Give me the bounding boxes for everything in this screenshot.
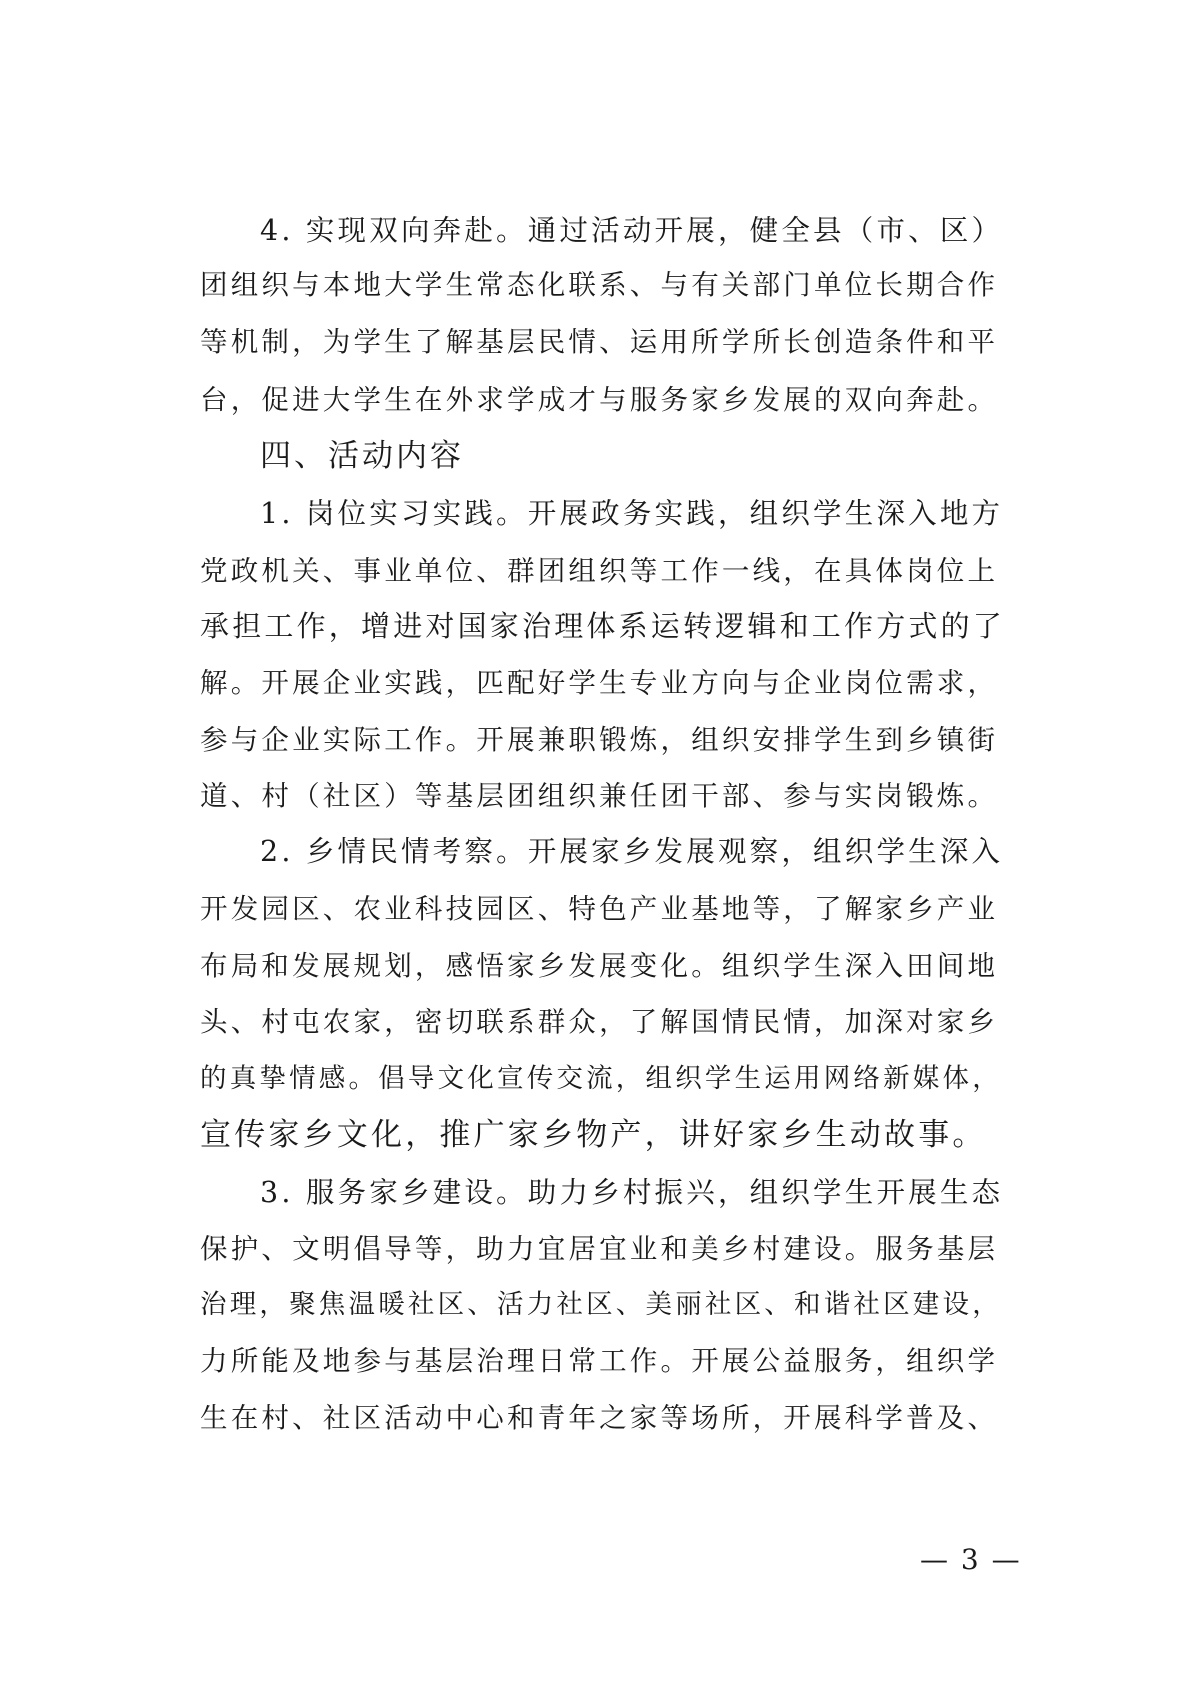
paragraph-line: 生在村、社区活动中心和青年之家等场所，开展科学普及、 bbox=[200, 1402, 999, 1434]
paragraph-line: 的真挚情感。倡导文化宣传交流，组织学生运用网络新媒体， bbox=[200, 1063, 1002, 1094]
section-heading: 四、活动内容 bbox=[260, 438, 464, 474]
paragraph-line: 参与企业实际工作。开展兼职锻炼，组织安排学生到乡镇街 bbox=[200, 724, 999, 756]
paragraph-line: 4. 实现双向奔赴。通过活动开展，健全县（市、区） bbox=[260, 214, 1004, 247]
paragraph-line: 1. 岗位实习实践。开展政务实践，组织学生深入地方 bbox=[260, 497, 1004, 530]
paragraph-line: 布局和发展规划，感悟家乡发展变化。组织学生深入田间地 bbox=[200, 950, 999, 982]
paragraph-line: 宣传家乡文化，推广家乡物产，讲好家乡生动故事。 bbox=[200, 1117, 987, 1153]
paragraph-line: 2. 乡情民情考察。开展家乡发展观察，组织学生深入 bbox=[260, 835, 1004, 868]
paragraph-line: 保护、文明倡导等，助力宜居宜业和美乡村建设。服务基层 bbox=[200, 1233, 999, 1265]
paragraph-line: 治理，聚焦温暖社区、活力社区、美丽社区、和谐社区建设， bbox=[200, 1289, 1002, 1320]
paragraph-line: 党政机关、事业单位、群团组织等工作一线，在具体岗位上 bbox=[200, 555, 999, 587]
paragraph-line: 力所能及地参与基层治理日常工作。开展公益服务，组织学 bbox=[200, 1345, 999, 1377]
paragraph-line: 等机制，为学生了解基层民情、运用所学所长创造条件和平 bbox=[200, 326, 999, 358]
paragraph-line: 开发园区、农业科技园区、特色产业基地等，了解家乡产业 bbox=[200, 893, 999, 925]
paragraph-line: 3. 服务家乡建设。助力乡村振兴，组织学生开展生态 bbox=[260, 1176, 1004, 1209]
page-number: — 3 — bbox=[920, 1543, 1022, 1576]
paragraph-line: 头、村屯农家，密切联系群众，了解国情民情，加深对家乡 bbox=[200, 1006, 999, 1038]
paragraph-line: 团组织与本地大学生常态化联系、与有关部门单位长期合作 bbox=[200, 269, 999, 301]
paragraph-line: 台，促进大学生在外求学成才与服务家乡发展的双向奔赴。 bbox=[200, 384, 999, 416]
paragraph-line: 解。开展企业实践，匹配好学生专业方向与企业岗位需求， bbox=[200, 667, 999, 699]
paragraph-line: 承担工作，增进对国家治理体系运转逻辑和工作方式的了 bbox=[200, 609, 1006, 643]
paragraph-line: 道、村（社区）等基层团组织兼任团干部、参与实岗锻炼。 bbox=[200, 780, 999, 812]
